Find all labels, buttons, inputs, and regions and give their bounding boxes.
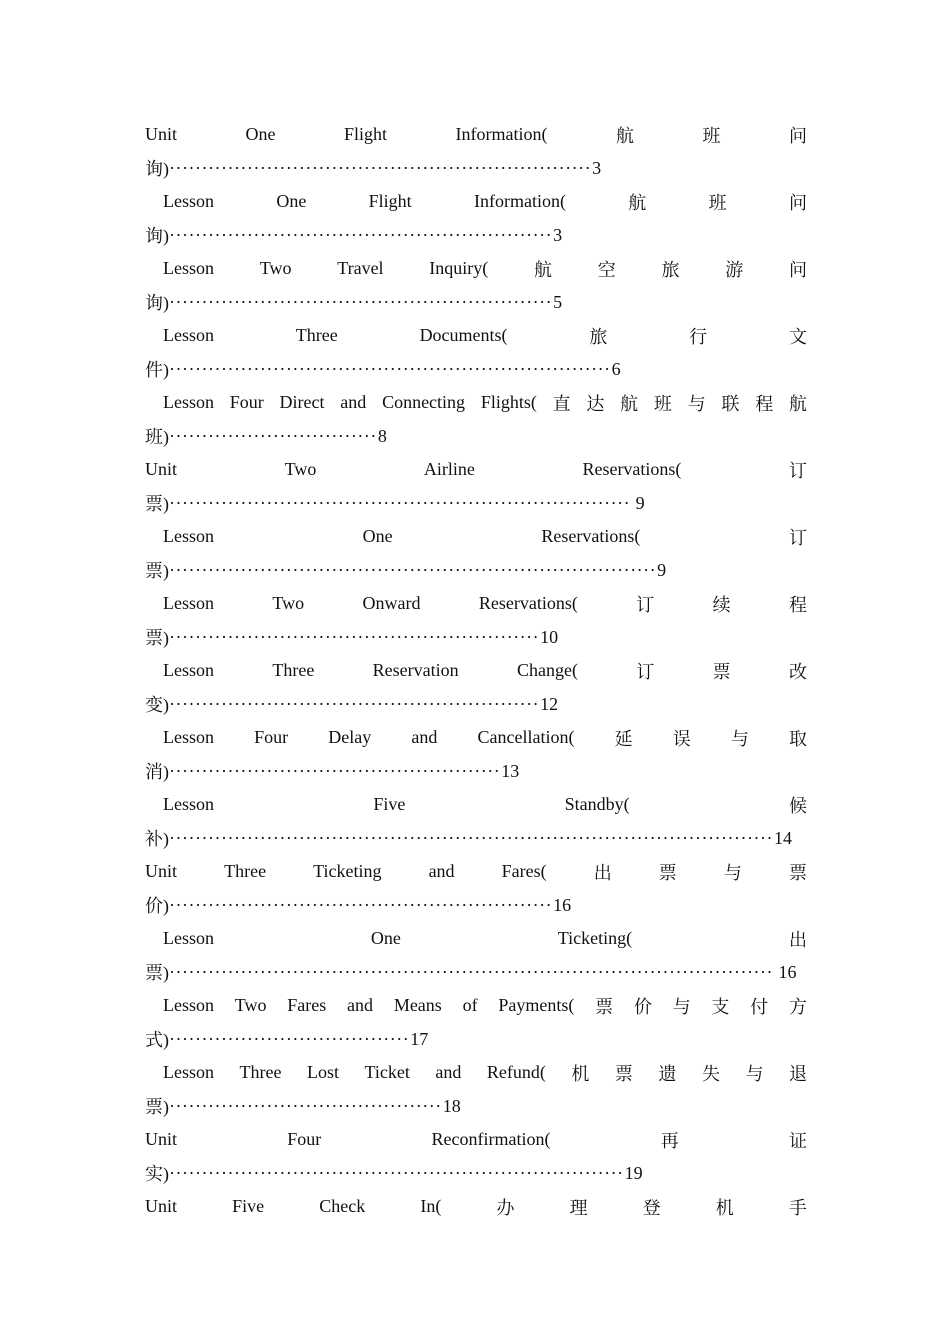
- toc-entry-continuation: [145, 687, 558, 721]
- toc-entry: [145, 1056, 807, 1123]
- toc-entry-title: [163, 654, 807, 687]
- toc-word: In(: [420, 1196, 442, 1216]
- toc-word: Unit: [145, 861, 178, 881]
- page-number: 18: [442, 1095, 461, 1116]
- toc-word: Two: [234, 995, 267, 1015]
- dot-leader: ································: [169, 425, 377, 446]
- dot-leader: ·····························································································: [169, 827, 773, 848]
- toc-entry-continuation: [145, 1156, 643, 1190]
- toc-word: Documents(: [419, 325, 508, 345]
- dot-leader: ·····························································································: [169, 961, 773, 982]
- toc-word: Lesson: [163, 660, 214, 680]
- toc-word: Inquiry(: [429, 258, 489, 278]
- toc-word: and: [347, 995, 374, 1015]
- toc-word: Lesson: [163, 928, 214, 948]
- page-number: 17: [410, 1028, 429, 1049]
- toc-word: 程: [755, 393, 774, 414]
- toc-word: Standby(: [564, 794, 630, 814]
- toc-word: 达: [586, 393, 605, 414]
- toc-entry-continuation: [145, 821, 792, 855]
- toc-word: Check: [319, 1196, 366, 1216]
- toc-word: 旅: [589, 326, 608, 347]
- toc-word: 旅: [661, 259, 680, 280]
- toc-title-tail: 件): [145, 360, 169, 380]
- toc-word: Reservation: [372, 660, 459, 680]
- toc-word: 航: [616, 125, 634, 146]
- toc-word: and: [428, 861, 455, 881]
- toc-word: 订: [789, 527, 807, 548]
- dot-leader: ······································································: [169, 1162, 624, 1183]
- toc-word: Information(: [455, 124, 548, 144]
- toc-word: Airline: [423, 459, 475, 479]
- table-of-contents: [145, 118, 807, 1257]
- toc-word: Reconfirmation(: [431, 1129, 551, 1149]
- toc-word: 空: [597, 259, 616, 280]
- dot-leader: ···························································: [169, 894, 553, 915]
- toc-entry: [145, 252, 807, 319]
- page-number: 8: [377, 425, 387, 446]
- dot-leader: ·························································: [169, 693, 540, 714]
- toc-entry-continuation: [145, 151, 601, 185]
- toc-word: Flights(: [480, 392, 537, 412]
- toc-title-tail: 消): [145, 762, 169, 782]
- toc-word: 再: [660, 1130, 679, 1151]
- toc-title-tail: 实): [145, 1164, 169, 1184]
- toc-word: 候: [789, 795, 807, 816]
- toc-entry-title: [163, 319, 807, 352]
- toc-title-tail: 询): [145, 293, 169, 313]
- toc-entry-title: [145, 118, 807, 151]
- toc-entry-title: [163, 252, 807, 285]
- toc-word: Means: [393, 995, 442, 1015]
- toc-word: 与: [723, 862, 742, 883]
- toc-entry-continuation: [145, 218, 562, 252]
- toc-word: Reservations(: [478, 593, 578, 613]
- toc-word: Travel: [337, 258, 384, 278]
- toc-entry: [145, 1190, 807, 1257]
- toc-word: One: [362, 526, 393, 546]
- toc-word: Delay: [328, 727, 372, 747]
- toc-word: Three: [295, 325, 338, 345]
- toc-word: Lesson: [163, 526, 214, 546]
- dot-leader: ···························································: [169, 291, 553, 312]
- toc-word: Unit: [145, 1129, 178, 1149]
- toc-title-tail: 询): [145, 159, 169, 179]
- toc-title-tail: 补): [145, 829, 169, 849]
- toc-word: Two: [259, 258, 292, 278]
- toc-word: 航: [534, 259, 553, 280]
- dot-leader: ·························································: [169, 626, 540, 647]
- toc-entry: [145, 788, 807, 855]
- toc-word: Lesson: [163, 325, 214, 345]
- toc-title-tail: 式): [145, 1030, 169, 1050]
- toc-entry-title: [163, 788, 807, 821]
- toc-entry-continuation: [145, 1022, 428, 1056]
- toc-entry: [145, 922, 807, 989]
- toc-word: 出: [788, 929, 807, 950]
- toc-word: 支: [711, 996, 730, 1017]
- toc-entry-continuation: [145, 888, 571, 922]
- toc-word: Ticketing: [313, 861, 382, 881]
- page-number: 6: [611, 358, 621, 379]
- toc-word: 与: [687, 393, 706, 414]
- dot-leader: ···········································································: [169, 559, 657, 580]
- toc-word: 航: [788, 393, 807, 414]
- toc-word: 手: [788, 1197, 807, 1218]
- toc-word: 票: [788, 862, 807, 883]
- toc-entry-continuation: [145, 553, 666, 587]
- toc-entry-title: [145, 453, 807, 486]
- toc-word: 出: [593, 862, 612, 883]
- toc-word: and: [340, 392, 367, 412]
- page-number: 9: [657, 559, 667, 580]
- toc-word: One: [370, 928, 401, 948]
- toc-word: Lesson: [163, 191, 214, 211]
- toc-entry-continuation: [145, 620, 558, 654]
- toc-word: 航: [628, 192, 647, 213]
- toc-word: Unit: [145, 459, 178, 479]
- toc-word: of: [462, 995, 478, 1015]
- page-number: 12: [540, 693, 559, 714]
- toc-word: Five: [373, 794, 406, 814]
- toc-word: 方: [788, 996, 807, 1017]
- toc-word: Refund(: [486, 1062, 546, 1082]
- toc-word: 付: [750, 996, 769, 1017]
- toc-entry-title: [163, 520, 807, 553]
- toc-word: 票: [712, 661, 731, 682]
- toc-word: Unit: [145, 124, 178, 144]
- toc-word: 班: [702, 125, 721, 146]
- toc-title-tail: 变): [145, 695, 169, 715]
- toc-word: 问: [788, 192, 807, 213]
- page-number: 3: [553, 224, 563, 245]
- toc-word: Connecting: [382, 392, 466, 412]
- toc-word: 文: [788, 326, 807, 347]
- toc-word: 理: [569, 1197, 588, 1218]
- toc-entry: [145, 118, 807, 185]
- page-number: 9: [631, 492, 645, 513]
- toc-word: One: [245, 124, 276, 144]
- toc-word: Four: [254, 727, 289, 747]
- page-number: 14: [773, 827, 792, 848]
- toc-entry-title: [163, 386, 807, 419]
- toc-word: Reservations(: [541, 526, 641, 546]
- toc-word: Flight: [368, 191, 412, 211]
- toc-word: Fares: [287, 995, 327, 1015]
- toc-word: Lesson: [163, 794, 214, 814]
- toc-word: Change(: [516, 660, 578, 680]
- page-number: 10: [540, 626, 559, 647]
- toc-entry: [145, 386, 807, 453]
- toc-word: Two: [284, 459, 317, 479]
- dot-leader: ····································································: [169, 358, 611, 379]
- dot-leader: ···················································: [169, 760, 501, 781]
- toc-word: 订: [636, 594, 655, 615]
- page-number: 13: [501, 760, 520, 781]
- toc-word: 证: [789, 1130, 807, 1151]
- toc-word: 订: [789, 460, 807, 481]
- toc-entry-title: [163, 1056, 807, 1089]
- toc-entry: [145, 721, 807, 788]
- toc-entry-title: [145, 1190, 807, 1223]
- toc-word: 航: [620, 393, 639, 414]
- toc-word: Onward: [362, 593, 421, 613]
- toc-title-tail: 询): [145, 226, 169, 246]
- toc-entry: [145, 1123, 807, 1190]
- toc-word: Lesson: [163, 593, 214, 613]
- toc-word: 票: [614, 1063, 633, 1084]
- toc-word: 误: [672, 728, 691, 749]
- toc-word: Fares(: [501, 861, 547, 881]
- toc-entry-title: [145, 1123, 807, 1156]
- toc-word: 票: [595, 996, 614, 1017]
- toc-word: Lesson: [163, 727, 214, 747]
- toc-word: 直: [552, 393, 571, 414]
- toc-word: Three: [239, 1062, 282, 1082]
- dot-leader: ·····································: [169, 1028, 410, 1049]
- toc-word: 遗: [658, 1063, 677, 1084]
- dot-leader: ··········································: [169, 1095, 442, 1116]
- toc-word: and: [435, 1062, 462, 1082]
- toc-title-tail: 票): [145, 963, 169, 983]
- toc-entry-title: [145, 855, 807, 888]
- toc-entry-continuation: [145, 955, 796, 989]
- toc-word: Lost: [307, 1062, 340, 1082]
- toc-word: 订: [636, 661, 655, 682]
- toc-word: Cancellation(: [477, 727, 575, 747]
- toc-word: Five: [232, 1196, 265, 1216]
- toc-word: 延: [614, 728, 633, 749]
- toc-word: Three: [224, 861, 267, 881]
- toc-word: Payments(: [498, 995, 575, 1015]
- toc-word: Flight: [344, 124, 388, 144]
- toc-title-tail: 票): [145, 494, 169, 514]
- toc-entry-continuation: [145, 754, 519, 788]
- toc-entry-title: [163, 922, 807, 955]
- toc-entry: [145, 654, 807, 721]
- toc-title-tail: 价): [145, 896, 169, 916]
- toc-entry-title: [163, 721, 807, 754]
- toc-word: 改: [789, 661, 807, 682]
- toc-title-tail: 票): [145, 561, 169, 581]
- toc-word: 行: [689, 326, 708, 347]
- toc-word: 问: [788, 259, 807, 280]
- toc-word: 联: [721, 393, 740, 414]
- page-number: 19: [624, 1162, 643, 1183]
- dot-leader: ···························································: [169, 224, 553, 245]
- toc-word: Reservations(: [582, 459, 682, 479]
- toc-word: Three: [272, 660, 315, 680]
- page-number: 16: [553, 894, 572, 915]
- toc-entry-continuation: [145, 419, 387, 453]
- toc-word: Ticketing(: [557, 928, 633, 948]
- toc-entry: [145, 587, 807, 654]
- toc-entry-continuation: [145, 1089, 461, 1123]
- toc-word: 退: [788, 1063, 807, 1084]
- toc-title-tail: 票): [145, 628, 169, 648]
- toc-word: 班: [708, 192, 727, 213]
- page-number: 3: [592, 157, 602, 178]
- toc-word: Lesson: [163, 995, 214, 1015]
- toc-word: 价: [633, 996, 652, 1017]
- toc-entry: [145, 855, 807, 922]
- dot-leader: ·································································: [169, 157, 592, 178]
- toc-word: 办: [496, 1197, 515, 1218]
- toc-word: 班: [653, 393, 672, 414]
- toc-entry-title: [163, 587, 807, 620]
- toc-entry: [145, 520, 807, 587]
- toc-word: and: [411, 727, 438, 747]
- toc-word: 与: [745, 1063, 764, 1084]
- toc-word: 续: [712, 594, 731, 615]
- toc-entry-continuation: [145, 285, 562, 319]
- toc-entry: [145, 989, 807, 1056]
- toc-word: 与: [672, 996, 691, 1017]
- toc-entry-continuation: [145, 352, 621, 386]
- toc-word: Ticket: [364, 1062, 410, 1082]
- toc-entry-title: [163, 989, 807, 1022]
- toc-word: 票: [658, 862, 677, 883]
- toc-entry-continuation: [145, 486, 645, 520]
- toc-entry-title: [163, 185, 807, 218]
- toc-word: 取: [788, 728, 807, 749]
- toc-word: Four: [229, 392, 264, 412]
- toc-word: Two: [272, 593, 305, 613]
- toc-title-tail: 票): [145, 1097, 169, 1117]
- toc-title-tail: 班): [145, 427, 169, 447]
- toc-word: 登: [642, 1197, 661, 1218]
- toc-word: Direct: [279, 392, 325, 412]
- toc-word: Unit: [145, 1196, 178, 1216]
- toc-word: Lesson: [163, 258, 214, 278]
- page-number: 16: [773, 961, 797, 982]
- toc-entry: [145, 185, 807, 252]
- toc-word: One: [276, 191, 307, 211]
- toc-word: 问: [789, 125, 807, 146]
- toc-word: Lesson: [163, 392, 214, 412]
- toc-word: 机: [715, 1197, 734, 1218]
- toc-word: 与: [730, 728, 749, 749]
- toc-word: 失: [701, 1063, 720, 1084]
- toc-word: 机: [571, 1063, 590, 1084]
- toc-word: 游: [725, 259, 744, 280]
- toc-entry: [145, 319, 807, 386]
- toc-word: Lesson: [163, 1062, 214, 1082]
- dot-leader: ·······································································: [169, 492, 631, 513]
- toc-entry: [145, 453, 807, 520]
- toc-word: 程: [788, 594, 807, 615]
- toc-word: Information(: [474, 191, 566, 211]
- page-number: 5: [553, 291, 563, 312]
- toc-word: Four: [287, 1129, 322, 1149]
